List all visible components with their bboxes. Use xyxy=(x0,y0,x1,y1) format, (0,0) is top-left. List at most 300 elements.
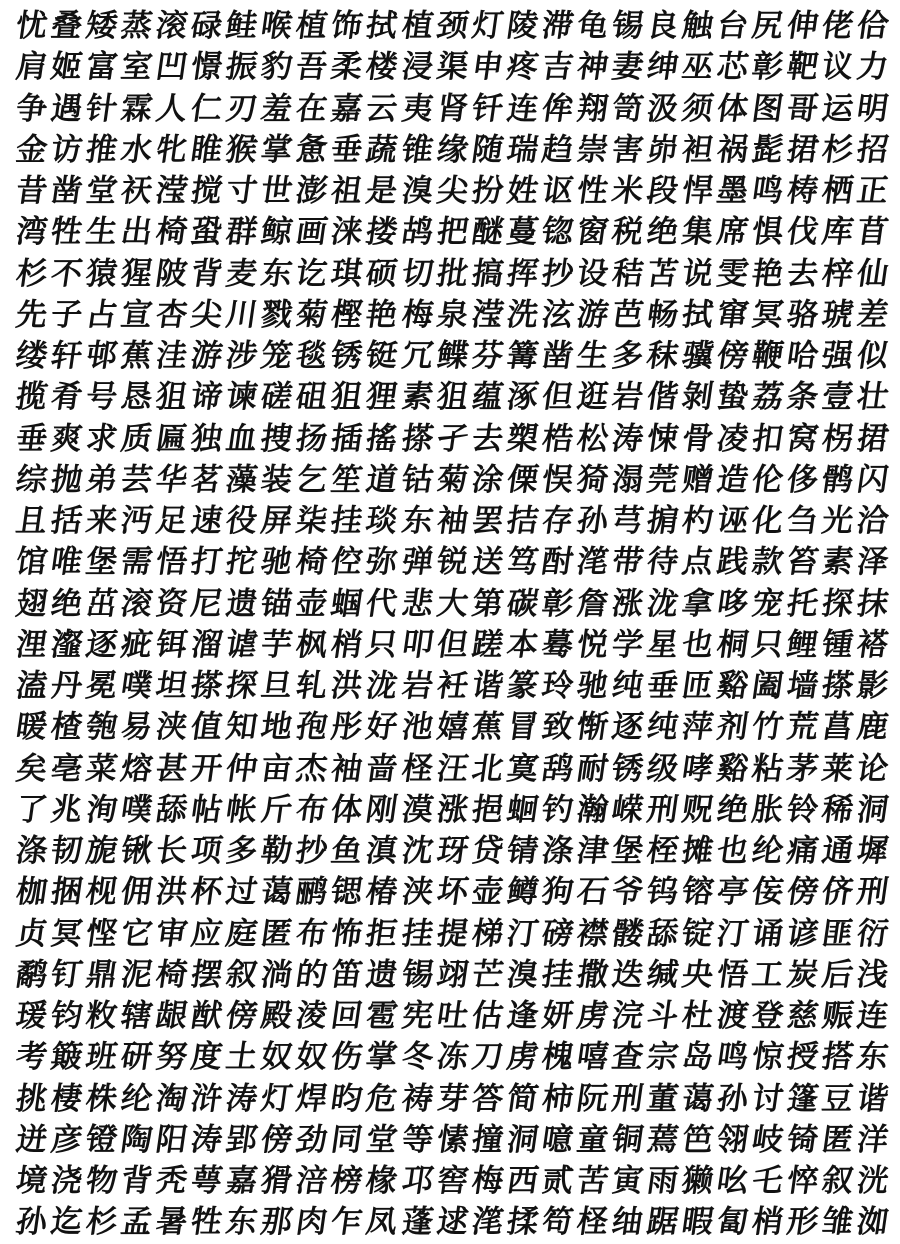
calligraphy-character: 蛔 xyxy=(504,791,541,828)
calligraphy-character: 雹 xyxy=(364,998,401,1035)
calligraphy-character: 芎 xyxy=(609,503,646,540)
calligraphy-character: 铤 xyxy=(364,338,401,375)
calligraphy-character: 壶 xyxy=(469,874,506,911)
calligraphy-character: 考 xyxy=(13,1039,50,1076)
calligraphy-character: 狗 xyxy=(539,874,576,911)
calligraphy-character: 米 xyxy=(609,173,646,210)
calligraphy-character: 涛 xyxy=(188,1121,225,1158)
calligraphy-character: 笞 xyxy=(784,544,821,581)
calligraphy-character: 待 xyxy=(644,544,681,581)
calligraphy-character: 乇 xyxy=(749,1163,786,1200)
calligraphy-character: 杏 xyxy=(153,296,190,333)
calligraphy-character: 提 xyxy=(434,915,471,952)
calligraphy-character: 椅 xyxy=(153,956,190,993)
calligraphy-character: 大 xyxy=(434,585,471,622)
calligraphy-character: 逑 xyxy=(434,1204,471,1241)
calligraphy-character: 罢 xyxy=(469,503,506,540)
calligraphy-character: 宪 xyxy=(399,998,436,1035)
calligraphy-character: 窖 xyxy=(434,1163,471,1200)
calligraphy-character: 馆 xyxy=(13,544,50,581)
calligraphy-character: 亳 xyxy=(48,750,85,787)
calligraphy-character: 蔼 xyxy=(679,1080,716,1117)
calligraphy-character: 岩 xyxy=(609,379,646,416)
calligraphy-character: 艳 xyxy=(364,296,401,333)
calligraphy-character: 努 xyxy=(153,1039,190,1076)
calligraphy-character: 诵 xyxy=(749,915,786,952)
calligraphy-character: 刑 xyxy=(854,874,891,911)
calligraphy-character: 孙 xyxy=(574,503,611,540)
calligraphy-character: 萼 xyxy=(188,1163,225,1200)
calligraphy-character: 装 xyxy=(258,461,295,498)
calligraphy-character: 琥 xyxy=(819,296,856,333)
calligraphy-character: 桐 xyxy=(714,626,751,663)
calligraphy-character: 毯 xyxy=(293,338,330,375)
calligraphy-character: 镕 xyxy=(679,874,716,911)
calligraphy-character: 设 xyxy=(574,255,611,292)
calligraphy-character: 彤 xyxy=(328,709,366,746)
calligraphy-character: 锐 xyxy=(434,544,471,581)
calligraphy-character: 萍 xyxy=(679,709,716,746)
calligraphy-character: 学 xyxy=(609,626,646,663)
calligraphy-character: 岩 xyxy=(399,668,436,705)
calligraphy-character: 拮 xyxy=(504,503,541,540)
calligraphy-character: 针 xyxy=(83,90,120,127)
calligraphy-character: 杉 xyxy=(83,1204,120,1241)
calligraphy-character: 鸣 xyxy=(749,173,786,210)
character-row xyxy=(14,377,890,418)
calligraphy-character: 剂 xyxy=(714,709,751,746)
calligraphy-character: 瑞 xyxy=(504,131,541,168)
calligraphy-character: 贰 xyxy=(539,1163,576,1200)
calligraphy-character: 淌 xyxy=(258,956,295,993)
calligraphy-character: 垂 xyxy=(644,668,681,705)
calligraphy-character: 杯 xyxy=(188,874,225,911)
calligraphy-character: 溴 xyxy=(399,173,436,210)
calligraphy-character: 猿 xyxy=(83,255,120,292)
calligraphy-character: 背 xyxy=(188,255,225,292)
calligraphy-character: 刑 xyxy=(644,791,681,828)
calligraphy-character: 知 xyxy=(223,709,260,746)
calligraphy-character: 绝 xyxy=(48,585,85,622)
calligraphy-character: 獭 xyxy=(679,1163,716,1200)
calligraphy-character: 贞 xyxy=(13,915,50,952)
calligraphy-character: 岐 xyxy=(749,1121,786,1158)
calligraphy-character: 值 xyxy=(188,709,225,746)
calligraphy-character: 赠 xyxy=(679,461,716,498)
calligraphy-character: 悦 xyxy=(574,626,611,663)
calligraphy-character: 沔 xyxy=(118,503,155,540)
calligraphy-character: 暑 xyxy=(153,1204,190,1241)
calligraphy-character: 冬 xyxy=(399,1039,436,1076)
calligraphy-character: 不 xyxy=(48,255,85,292)
calligraphy-character: 植 xyxy=(399,8,436,45)
calligraphy-character: 仲 xyxy=(223,750,260,787)
calligraphy-character: 探 xyxy=(223,668,260,705)
character-row xyxy=(14,790,890,831)
character-row xyxy=(14,584,890,625)
calligraphy-character: 甚 xyxy=(153,750,190,787)
calligraphy-character: 搖 xyxy=(364,420,401,457)
calligraphy-character: 梢 xyxy=(328,626,366,663)
calligraphy-character: 富 xyxy=(83,49,120,86)
calligraphy-character: 款 xyxy=(749,544,786,581)
calligraphy-character: 兆 xyxy=(48,791,85,828)
calligraphy-character: 先 xyxy=(13,296,50,333)
calligraphy-character: 侫 xyxy=(749,874,786,911)
calligraphy-character: 滢 xyxy=(153,173,190,210)
calligraphy-character: 括 xyxy=(48,503,85,540)
calligraphy-character: 搽 xyxy=(819,668,856,705)
calligraphy-character: 杉 xyxy=(13,255,50,292)
calligraphy-character: 磅 xyxy=(539,915,576,952)
calligraphy-character: 多 xyxy=(609,338,646,375)
calligraphy-character: 喉 xyxy=(258,8,295,45)
calligraphy-character: 啬 xyxy=(364,750,401,787)
calligraphy-character: 迸 xyxy=(13,1121,50,1158)
calligraphy-character: 冕 xyxy=(83,668,120,705)
calligraphy-character: 鲸 xyxy=(258,214,295,251)
calligraphy-character: 绅 xyxy=(644,49,681,86)
calligraphy-character: 洗 xyxy=(504,296,541,333)
calligraphy-character: 涿 xyxy=(504,379,541,416)
calligraphy-character: 傍 xyxy=(784,874,821,911)
calligraphy-character: 窗 xyxy=(574,214,611,251)
calligraphy-character: 匪 xyxy=(819,915,856,952)
calligraphy-character: 柔 xyxy=(328,49,366,86)
calligraphy-character: 它 xyxy=(118,915,155,952)
calligraphy-character: 逐 xyxy=(609,709,646,746)
calligraphy-character: 也 xyxy=(679,626,716,663)
calligraphy-character: 鸪 xyxy=(399,214,436,251)
calligraphy-character: 阖 xyxy=(749,668,786,705)
calligraphy-character: 洼 xyxy=(153,338,190,375)
calligraphy-character: 危 xyxy=(364,1080,401,1117)
calligraphy-character: 同 xyxy=(328,1121,366,1158)
calligraphy-character: 滇 xyxy=(364,833,401,870)
character-row xyxy=(14,1120,890,1161)
calligraphy-character: 易 xyxy=(118,709,155,746)
calligraphy-character: 锜 xyxy=(784,1121,821,1158)
calligraphy-character: 鳟 xyxy=(504,874,541,911)
calligraphy-character: 奴 xyxy=(293,1039,330,1076)
calligraphy-character: 杜 xyxy=(679,998,716,1035)
calligraphy-character: 鸹 xyxy=(539,750,576,787)
calligraphy-character: 瀚 xyxy=(574,791,611,828)
calligraphy-character: 了 xyxy=(13,791,50,828)
calligraphy-character: 枫 xyxy=(293,626,330,663)
calligraphy-character: 体 xyxy=(714,90,751,127)
calligraphy-character: 尻 xyxy=(749,8,786,45)
calligraphy-character: 芬 xyxy=(469,338,506,375)
calligraphy-character: 逢 xyxy=(504,998,541,1035)
character-row xyxy=(14,295,890,336)
calligraphy-character: 班 xyxy=(83,1039,120,1076)
calligraphy-character: 肴 xyxy=(48,379,85,416)
calligraphy-character: 谏 xyxy=(223,379,260,416)
calligraphy-character: 纶 xyxy=(118,1080,155,1117)
calligraphy-character: 洋 xyxy=(854,1121,891,1158)
calligraphy-character: 饰 xyxy=(328,8,366,45)
calligraphy-character: 窝 xyxy=(784,420,821,457)
calligraphy-character: 布 xyxy=(293,791,330,828)
calligraphy-character: 噗 xyxy=(118,791,155,828)
calligraphy-character: 洳 xyxy=(854,1204,891,1241)
calligraphy-character: 轧 xyxy=(293,668,330,705)
calligraphy-character: 袒 xyxy=(679,131,716,168)
calligraphy-character: 苜 xyxy=(854,214,891,251)
calligraphy-character: 霖 xyxy=(118,90,155,127)
calligraphy-character: 谚 xyxy=(784,915,821,952)
calligraphy-character: 伐 xyxy=(784,214,821,251)
calligraphy-character: 抄 xyxy=(539,255,576,292)
calligraphy-character: 西 xyxy=(504,1163,541,1200)
calligraphy-character: 搂 xyxy=(364,214,401,251)
calligraphy-character: 壶 xyxy=(293,585,330,622)
calligraphy-character: 笆 xyxy=(679,1121,716,1158)
character-row xyxy=(14,831,890,872)
character-row xyxy=(14,6,890,47)
calligraphy-character: 锖 xyxy=(504,833,541,870)
calligraphy-character: 托 xyxy=(784,585,821,622)
calligraphy-character: 鹘 xyxy=(819,461,856,498)
calligraphy-character: 浅 xyxy=(854,956,891,993)
character-row xyxy=(14,460,890,501)
calligraphy-character: 谐 xyxy=(854,1080,891,1117)
calligraphy-character: 焊 xyxy=(293,1080,330,1117)
calligraphy-character: 布 xyxy=(293,915,330,952)
calligraphy-character: 长 xyxy=(153,833,190,870)
calligraphy-character: 汪 xyxy=(434,750,471,787)
calligraphy-character: 刚 xyxy=(364,791,401,828)
calligraphy-character: 害 xyxy=(609,131,646,168)
calligraphy-character: 驰 xyxy=(258,544,295,581)
calligraphy-character: 人 xyxy=(153,90,190,127)
calligraphy-character: 苦 xyxy=(574,1163,611,1200)
calligraphy-character: 度 xyxy=(188,1039,225,1076)
calligraphy-character: 出 xyxy=(118,214,155,251)
calligraphy-character: 涤 xyxy=(539,833,576,870)
calligraphy-character: 级 xyxy=(644,750,681,787)
calligraphy-character: 吐 xyxy=(434,998,471,1035)
calligraphy-character: 滞 xyxy=(539,8,576,45)
calligraphy-character: 靶 xyxy=(784,49,821,86)
calligraphy-character: 项 xyxy=(188,833,225,870)
calligraphy-character: 瑗 xyxy=(13,998,50,1035)
calligraphy-character: 蔬 xyxy=(364,131,401,168)
calligraphy-character: 猷 xyxy=(188,998,225,1035)
calligraphy-character: 论 xyxy=(854,750,891,787)
calligraphy-character: 素 xyxy=(399,379,436,416)
calligraphy-character: 哮 xyxy=(679,750,716,787)
calligraphy-character: 逐 xyxy=(83,626,120,663)
calligraphy-character: 楂 xyxy=(48,709,85,746)
calligraphy-character: 袖 xyxy=(328,750,366,787)
calligraphy-character: 磋 xyxy=(258,379,295,416)
calligraphy-character: 触 xyxy=(679,8,716,45)
character-row xyxy=(14,501,890,542)
calligraphy-character: 占 xyxy=(83,296,120,333)
calligraphy-character: 痛 xyxy=(784,833,821,870)
calligraphy-character: 洞 xyxy=(504,1121,541,1158)
calligraphy-character: 需 xyxy=(118,544,155,581)
character-row xyxy=(14,1079,890,1120)
calligraphy-character: 雨 xyxy=(644,1163,681,1200)
calligraphy-character: 肩 xyxy=(13,49,50,86)
calligraphy-character: 柽 xyxy=(574,1204,611,1241)
calligraphy-character: 遇 xyxy=(48,90,85,127)
calligraphy-character: 挑 xyxy=(13,1080,50,1117)
calligraphy-character: 锺 xyxy=(819,626,856,663)
calligraphy-character: 羞 xyxy=(258,90,295,127)
calligraphy-character: 稀 xyxy=(819,791,856,828)
calligraphy-character: 袖 xyxy=(434,503,471,540)
calligraphy-character: 应 xyxy=(188,915,225,952)
calligraphy-character: 斤 xyxy=(258,791,295,828)
calligraphy-character: 弥 xyxy=(364,544,401,581)
calligraphy-character: 鞭 xyxy=(749,338,786,375)
calligraphy-character: 谿 xyxy=(714,668,751,705)
calligraphy-character: 洵 xyxy=(83,791,120,828)
calligraphy-character: 遗 xyxy=(223,585,260,622)
calligraphy-character: 鲽 xyxy=(434,338,471,375)
calligraphy-character: 窜 xyxy=(714,296,751,333)
character-row xyxy=(14,419,890,460)
calligraphy-character: 惊 xyxy=(749,1039,786,1076)
calligraphy-character: 唯 xyxy=(48,544,85,581)
character-row xyxy=(14,707,890,748)
calligraphy-character: 笙 xyxy=(328,461,366,498)
calligraphy-character: 代 xyxy=(364,585,401,622)
calligraphy-character: 多 xyxy=(223,833,260,870)
calligraphy-character: 屏 xyxy=(258,503,295,540)
calligraphy-character: 傈 xyxy=(504,461,541,498)
calligraphy-character: 简 xyxy=(504,1080,541,1117)
calligraphy-character: 求 xyxy=(83,420,120,457)
calligraphy-character: 簸 xyxy=(48,1039,85,1076)
calligraphy-character: 玲 xyxy=(539,668,576,705)
calligraphy-character: 资 xyxy=(153,585,190,622)
calligraphy-character: 寸 xyxy=(223,173,260,210)
calligraphy-character: 席 xyxy=(714,214,751,251)
calligraphy-character: 搽 xyxy=(399,420,436,457)
calligraphy-character: 打 xyxy=(188,544,225,581)
calligraphy-character: 本 xyxy=(504,626,541,663)
calligraphy-character: 蕴 xyxy=(469,379,506,416)
calligraphy-character: 践 xyxy=(714,544,751,581)
calligraphy-character: 乞 xyxy=(293,461,330,498)
calligraphy-character: 捜 xyxy=(258,420,295,457)
calligraphy-character: 狙 xyxy=(434,379,471,416)
calligraphy-character: 缄 xyxy=(644,956,681,993)
calligraphy-character: 猴 xyxy=(223,131,260,168)
calligraphy-character: 游 xyxy=(574,296,611,333)
calligraphy-character: 掌 xyxy=(364,1039,401,1076)
calligraphy-character: 倥 xyxy=(328,544,366,581)
calligraphy-character: 蛰 xyxy=(714,379,751,416)
calligraphy-character: 贶 xyxy=(679,791,716,828)
calligraphy-character: 段 xyxy=(644,173,681,210)
calligraphy-character: 振 xyxy=(223,49,260,86)
calligraphy-character: 疼 xyxy=(504,49,541,86)
calligraphy-character: 悲 xyxy=(399,585,436,622)
character-row xyxy=(14,89,890,130)
calligraphy-character: 辖 xyxy=(118,998,155,1035)
calligraphy-character: 掌 xyxy=(258,131,295,168)
calligraphy-character: 吉 xyxy=(539,49,576,86)
calligraphy-character: 滢 xyxy=(469,296,506,333)
calligraphy-character: 踞 xyxy=(644,1204,681,1241)
calligraphy-character: 钧 xyxy=(48,998,85,1035)
calligraphy-character: 惫 xyxy=(293,131,330,168)
calligraphy-character: 荔 xyxy=(749,379,786,416)
calligraphy-character: 闪 xyxy=(854,461,891,498)
calligraphy-character: 揽 xyxy=(13,379,50,416)
calligraphy-character: 悚 xyxy=(644,420,681,457)
calligraphy-character: 镫 xyxy=(83,1121,120,1158)
calligraphy-character: 切 xyxy=(399,255,436,292)
calligraphy-character: 芸 xyxy=(118,461,155,498)
calligraphy-character: 秣 xyxy=(644,338,681,375)
calligraphy-character: 骆 xyxy=(784,296,821,333)
calligraphy-character: 境 xyxy=(13,1163,50,1200)
calligraphy-character: 土 xyxy=(223,1039,260,1076)
calligraphy-character: 醚 xyxy=(469,214,506,251)
calligraphy-character: 乍 xyxy=(328,1204,366,1241)
calligraphy-character: 抹 xyxy=(854,585,891,622)
calligraphy-character: 猩 xyxy=(118,255,155,292)
calligraphy-character: 尼 xyxy=(188,585,225,622)
calligraphy-character: 凿 xyxy=(539,338,576,375)
calligraphy-character: 崇 xyxy=(574,131,611,168)
calligraphy-character: 墨 xyxy=(714,173,751,210)
calligraphy-character: 物 xyxy=(83,1163,120,1200)
calligraphy-character: 松 xyxy=(574,420,611,457)
calligraphy-character: 莞 xyxy=(644,461,681,498)
calligraphy-character: 华 xyxy=(153,461,190,498)
calligraphy-character: 椿 xyxy=(364,874,401,911)
calligraphy-character: 诬 xyxy=(714,503,751,540)
calligraphy-character: 祷 xyxy=(399,1080,436,1117)
calligraphy-character: 澎 xyxy=(293,173,330,210)
calligraphy-character: 溻 xyxy=(609,461,646,498)
calligraphy-character: 涨 xyxy=(609,585,646,622)
calligraphy-character: 随 xyxy=(469,131,506,168)
calligraphy-character: 悟 xyxy=(714,956,751,993)
calligraphy-character: 致 xyxy=(539,709,576,746)
calligraphy-character: 昔 xyxy=(13,173,50,210)
character-row xyxy=(14,542,890,583)
calligraphy-character: 冻 xyxy=(434,1039,471,1076)
calligraphy-character: 侔 xyxy=(539,90,576,127)
calligraphy-character: 鼎 xyxy=(83,956,120,993)
calligraphy-character: 鲤 xyxy=(784,626,821,663)
calligraphy-character: 尖 xyxy=(434,173,471,210)
calligraphy-character: 垂 xyxy=(328,131,366,168)
calligraphy-character: 好 xyxy=(364,709,401,746)
calligraphy-character: 搽 xyxy=(188,668,225,705)
calligraphy-character: 蛩 xyxy=(188,214,225,251)
calligraphy-character: 梢 xyxy=(749,1204,786,1241)
calligraphy-character: 沈 xyxy=(399,833,436,870)
calligraphy-character: 道 xyxy=(364,461,401,498)
calligraphy-character: 力 xyxy=(854,49,891,86)
calligraphy-character: 菖 xyxy=(819,709,856,746)
calligraphy-character: 陶 xyxy=(118,1121,155,1158)
calligraphy-character: 菜 xyxy=(83,750,120,787)
calligraphy-character: 韧 xyxy=(48,833,85,870)
calligraphy-character: 凿 xyxy=(48,173,85,210)
calligraphy-character: 堂 xyxy=(364,1121,401,1158)
